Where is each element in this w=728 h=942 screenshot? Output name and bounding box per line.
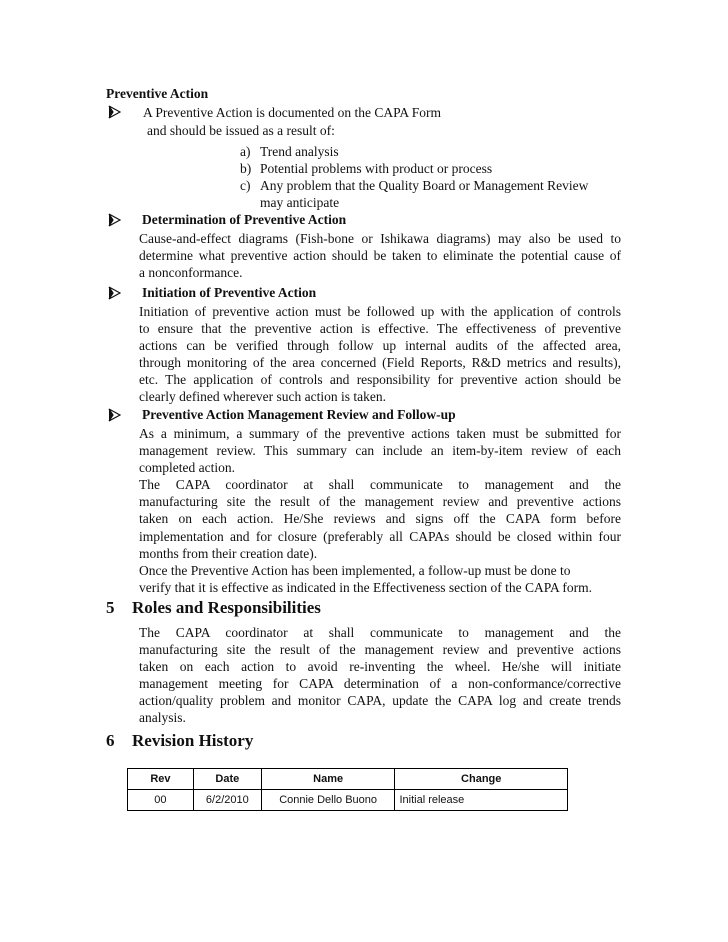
list-item: Potential problems with product or process bbox=[260, 161, 493, 176]
section-6-title: Revision History bbox=[132, 731, 254, 750]
list-item-continuation: may anticipate bbox=[260, 195, 340, 210]
section-5-title: Roles and Responsibilities bbox=[132, 598, 321, 617]
table-header-row bbox=[128, 769, 568, 790]
column-header-name: Name bbox=[261, 769, 395, 790]
initiation-paragraph: Initiation of preventive action must be followed up with the application of controls to ensure that the preventive action is effective. The effectiveness of preventive actions can be verified through follow up internal audits of the affected area, through monitoring of the area concerned (Field Reports, R&D metrics and results), etc. The application of controls and responsibility for preventive action should be clearly defined wherever such action is taken. bbox=[139, 304, 621, 405]
list-item: Any problem that the Quality Board or Management Review bbox=[260, 178, 589, 193]
column-header-date: Date bbox=[193, 769, 261, 790]
list-marker: b) bbox=[240, 161, 252, 176]
cell-rev: 00 bbox=[128, 790, 194, 811]
preventive-action-heading: Preventive Action bbox=[106, 86, 209, 101]
column-header-rev: Rev bbox=[128, 769, 194, 790]
arrow-bullet-icon bbox=[107, 286, 121, 300]
review-paragraph: As a minimum, a summary of the preventive actions taken must be submitted for management review. This summary can include an item-by-item review of each completed action. The CAPA coordinator at shall communicate to management and the manufacturing site the result of the management review and preventive actions taken on each action. He/She reviews and signs off the CAPA form before implementation and for closure (preferably all CAPAs should be closed within four months from their creation date). Once the Preventive Action has been implemented, a follow-up must be done to verify that it is effective as indicated in the Effectiveness section of the CAPA form. bbox=[139, 426, 621, 595]
arrow-bullet-icon bbox=[107, 408, 121, 422]
intro-line-1: A Preventive Action is documented on the CAPA Form bbox=[143, 105, 441, 120]
initiation-heading: Initiation of Preventive Action bbox=[142, 285, 317, 300]
list-marker: a) bbox=[240, 144, 251, 159]
arrow-bullet-icon bbox=[107, 105, 121, 119]
cell-date: 6/2/2010 bbox=[193, 790, 261, 811]
revision-history-table bbox=[127, 768, 568, 811]
review-heading: Preventive Action Management Review and Follow-up bbox=[142, 407, 456, 422]
roles-paragraph: The CAPA coordinator at shall communicate to management and the manufacturing site the result of the management review and preventive actions taken on each action to avoid re-inventing the wheel. He/she will initiate management meeting for CAPA determination of a non-conformance/corrective action/quality problem and monitor CAPA, update the CAPA log and create trends analysis. bbox=[139, 625, 621, 726]
column-header-change: Change bbox=[395, 769, 568, 790]
section-6-number: 6 bbox=[106, 731, 115, 750]
list-item: Trend analysis bbox=[260, 144, 339, 159]
determination-paragraph: Cause-and-effect diagrams (Fish-bone or Ishikawa diagrams) may also be used to determine what preventive action should be taken to eliminate the potential cause of a nonconformance. bbox=[139, 231, 621, 281]
intro-line-2: and should be issued as a result of: bbox=[147, 123, 335, 138]
list-marker: c) bbox=[240, 178, 251, 193]
cell-change: Initial release bbox=[395, 790, 568, 811]
determination-heading: Determination of Preventive Action bbox=[142, 212, 347, 227]
cell-name: Connie Dello Buono bbox=[261, 790, 395, 811]
arrow-bullet-icon bbox=[107, 213, 121, 227]
table-row bbox=[128, 790, 568, 811]
section-5-number: 5 bbox=[106, 598, 115, 617]
